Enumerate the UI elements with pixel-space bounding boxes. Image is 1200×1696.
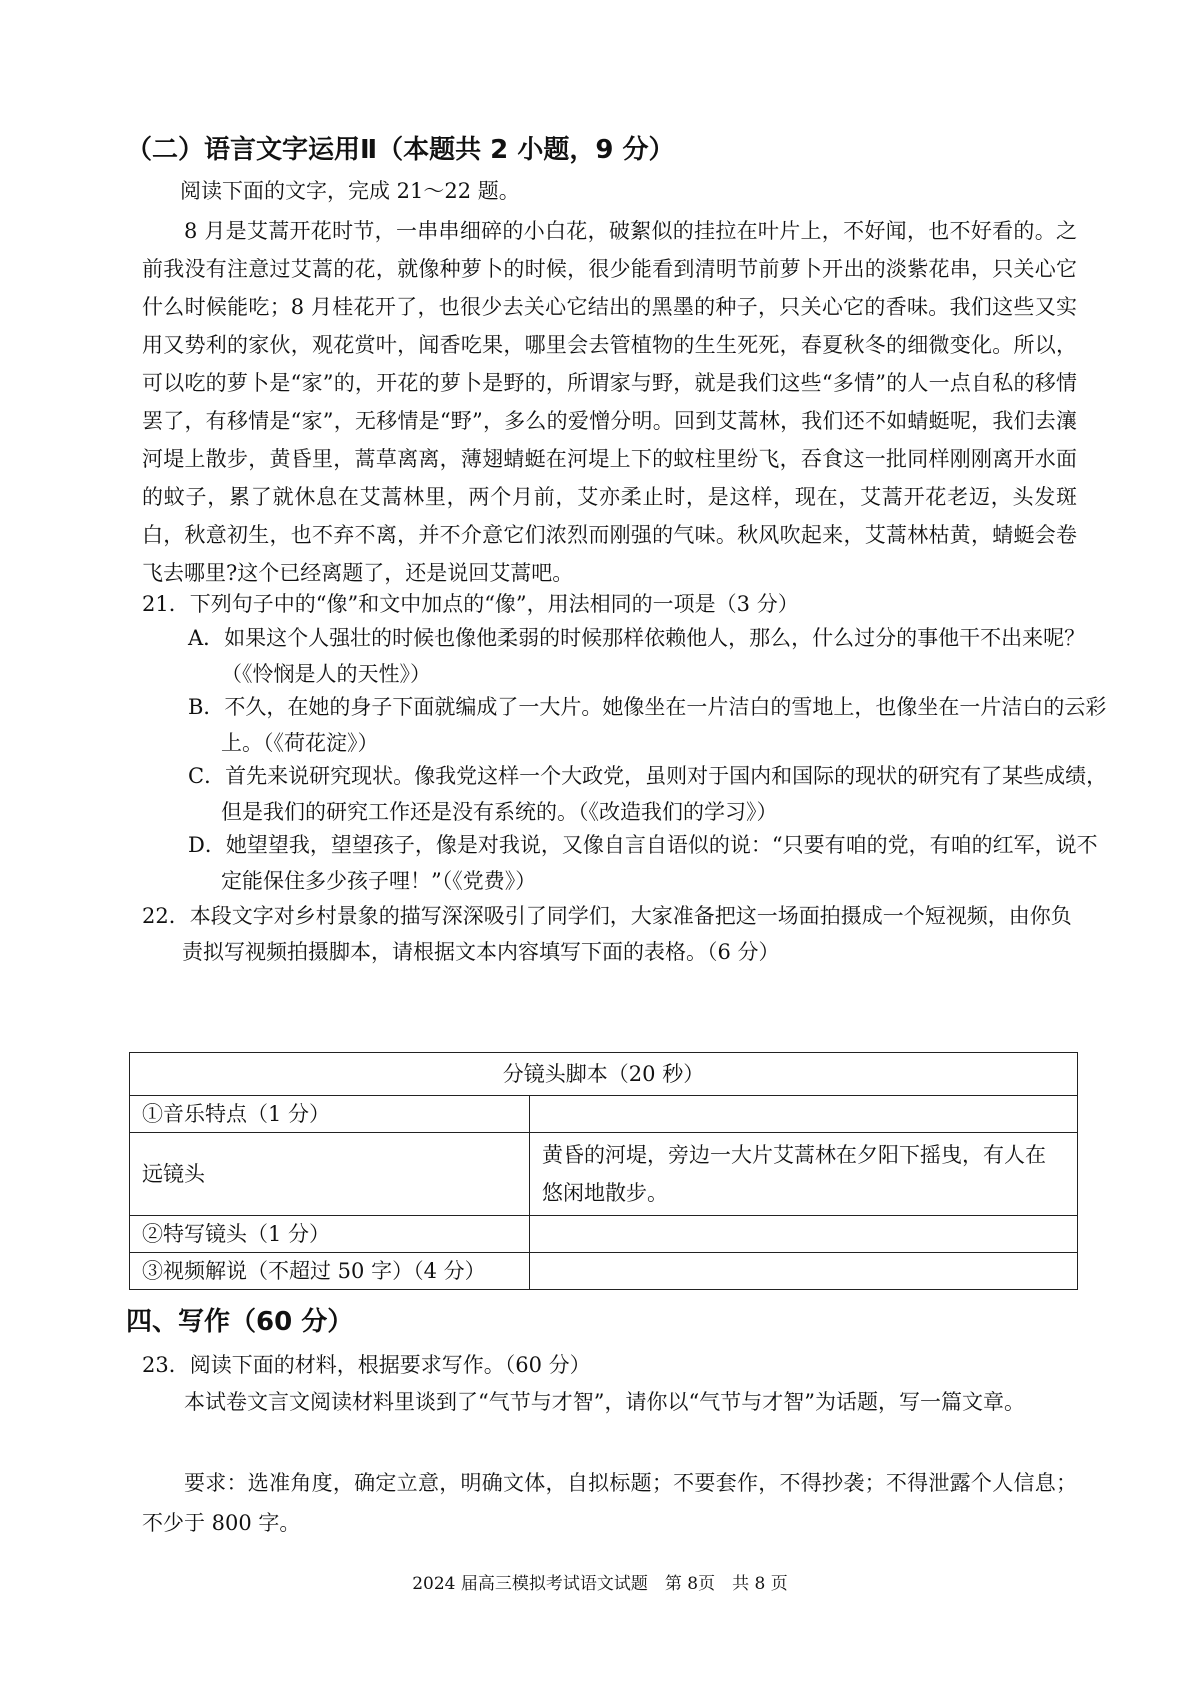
row-label-long-shot: 远镜头 <box>130 1133 530 1216</box>
question-21-option-d: D．她望望我，望望孩子，像是对我说，又像自言自语似的说：“只要有咱的党，有咱的红军，说不定能保住多少孩子哩！”（《党费》） <box>188 833 1098 893</box>
table-row <box>130 1096 1078 1133</box>
section-title: （二）语言文字运用Ⅱ（本题共 2 小题，9 分） <box>126 135 675 165</box>
question-23-stem: 23．阅读下面的材料，根据要求写作。（60 分） <box>142 1353 591 1377</box>
section-intro: 阅读下面的文字，完成 21～22 题。 <box>180 179 520 203</box>
writing-requirements: 要求：选准角度，确定立意，明确文体，自拟标题；不要套作，不得抄袭；不得泄露个人信息；不少于 800 字。 <box>142 1471 1077 1535</box>
answer-cell-narration[interactable] <box>530 1253 1078 1290</box>
answer-cell-close-up[interactable] <box>530 1216 1078 1253</box>
reading-passage: 8 月是艾蒿开花时节，一串串细碎的小白花，破絮似的挂拉在叶片上，不好闻，也不好看的。之前我没有注意过艾蒿的花，就像种萝卜的时候，很少能看到清明节前萝卜开出的淡紫花串，只关心它什么时候能吃；8 月桂花开了，也很少去关心它结出的黑墨的种子，只关心它的香味。我们这些又实用又势利的家伙，观花赏叶，闻香吃果，哪里会去管植物的生生死死，春夏秋冬的细微变化。所以，可以吃的萝卜是“家”的，开花的萝卜是野的，所谓家与野，就是我们这些“多情”的人一点自私的移情罢了，有移情是“家”，无移情是“野”，多么的爱憎分明。回到艾蒿林，我们还不如蜻蜓呢，我们去瀼河堤上散步，黄昏里，蒿草离离，薄翅蜻蜓在河堤上下的蚊柱里纷飞，吞食这一批同样刚刚离开水面的蚊子，累了就休息在艾蒿林里，两个月前，艾亦柔止时，是这样，现在，艾蒿开花老迈，头发斑白，秋意初生，也不弃不离，并不介意它们浓烈而刚强的气味。秋风吹起来，艾蒿林枯黄，蜻蜓会卷飞去哪里?这个已经离题了，还是说回艾蒿吧。 <box>142 219 1077 585</box>
row-label-close-up: ②特写镜头（1 分） <box>130 1216 530 1253</box>
question-21-stem: 21．下列句子中的“像”和文中加点的“像”，用法相同的一项是（3 分） <box>142 592 799 616</box>
table-header: 分镜头脚本（20 秒） <box>130 1053 1078 1096</box>
row-label-music: ①音乐特点（1 分） <box>130 1096 530 1133</box>
writing-section-title: 四、写作（60 分） <box>126 1307 354 1337</box>
question-21-option-c: C．首先来说研究现状。像我党这样一个大政党，虽则对于国内和国际的现状的研究有了某些成绩，但是我们的研究工作还是没有系统的。（《改造我们的学习》） <box>188 764 1108 824</box>
long-shot-description: 黄昏的河堤，旁边一大片艾蒿林在夕阳下摇曳，有人在悠闲地散步。 <box>530 1133 1078 1216</box>
table-header-row <box>130 1053 1078 1096</box>
table-row <box>130 1253 1078 1290</box>
answer-cell-music[interactable] <box>530 1096 1078 1133</box>
page-footer: 2024 届高三模拟考试语文试题 第 8页 共 8 页 <box>412 1574 788 1594</box>
writing-material: 本试卷文言文阅读材料里谈到了“气节与才智”，请你以“气节与才智”为话题，写一篇文章。 <box>184 1390 1025 1414</box>
question-21-option-b: B．不久，在她的身子下面就编成了一大片。她像坐在一片洁白的雪地上，也像坐在一片洁白的云彩上。（《荷花淀》） <box>188 695 1107 755</box>
storyboard-table <box>129 1052 1078 1290</box>
table-row <box>130 1133 1078 1216</box>
question-22-stem: 22．本段文字对乡村景象的描写深深吸引了同学们，大家准备把这一场面拍摄成一个短视频，由你负责拟写视频拍摄脚本，请根据文本内容填写下面的表格。（6 分） <box>142 904 1072 964</box>
table-row <box>130 1216 1078 1253</box>
row-label-narration: ③视频解说（不超过 50 字）（4 分） <box>130 1253 530 1290</box>
question-21-option-a: A．如果这个人强壮的时候也像他柔弱的时候那样依赖他人，那么，什么过分的事他干不出来呢？（《怜悯是人的天性》） <box>188 626 1086 686</box>
